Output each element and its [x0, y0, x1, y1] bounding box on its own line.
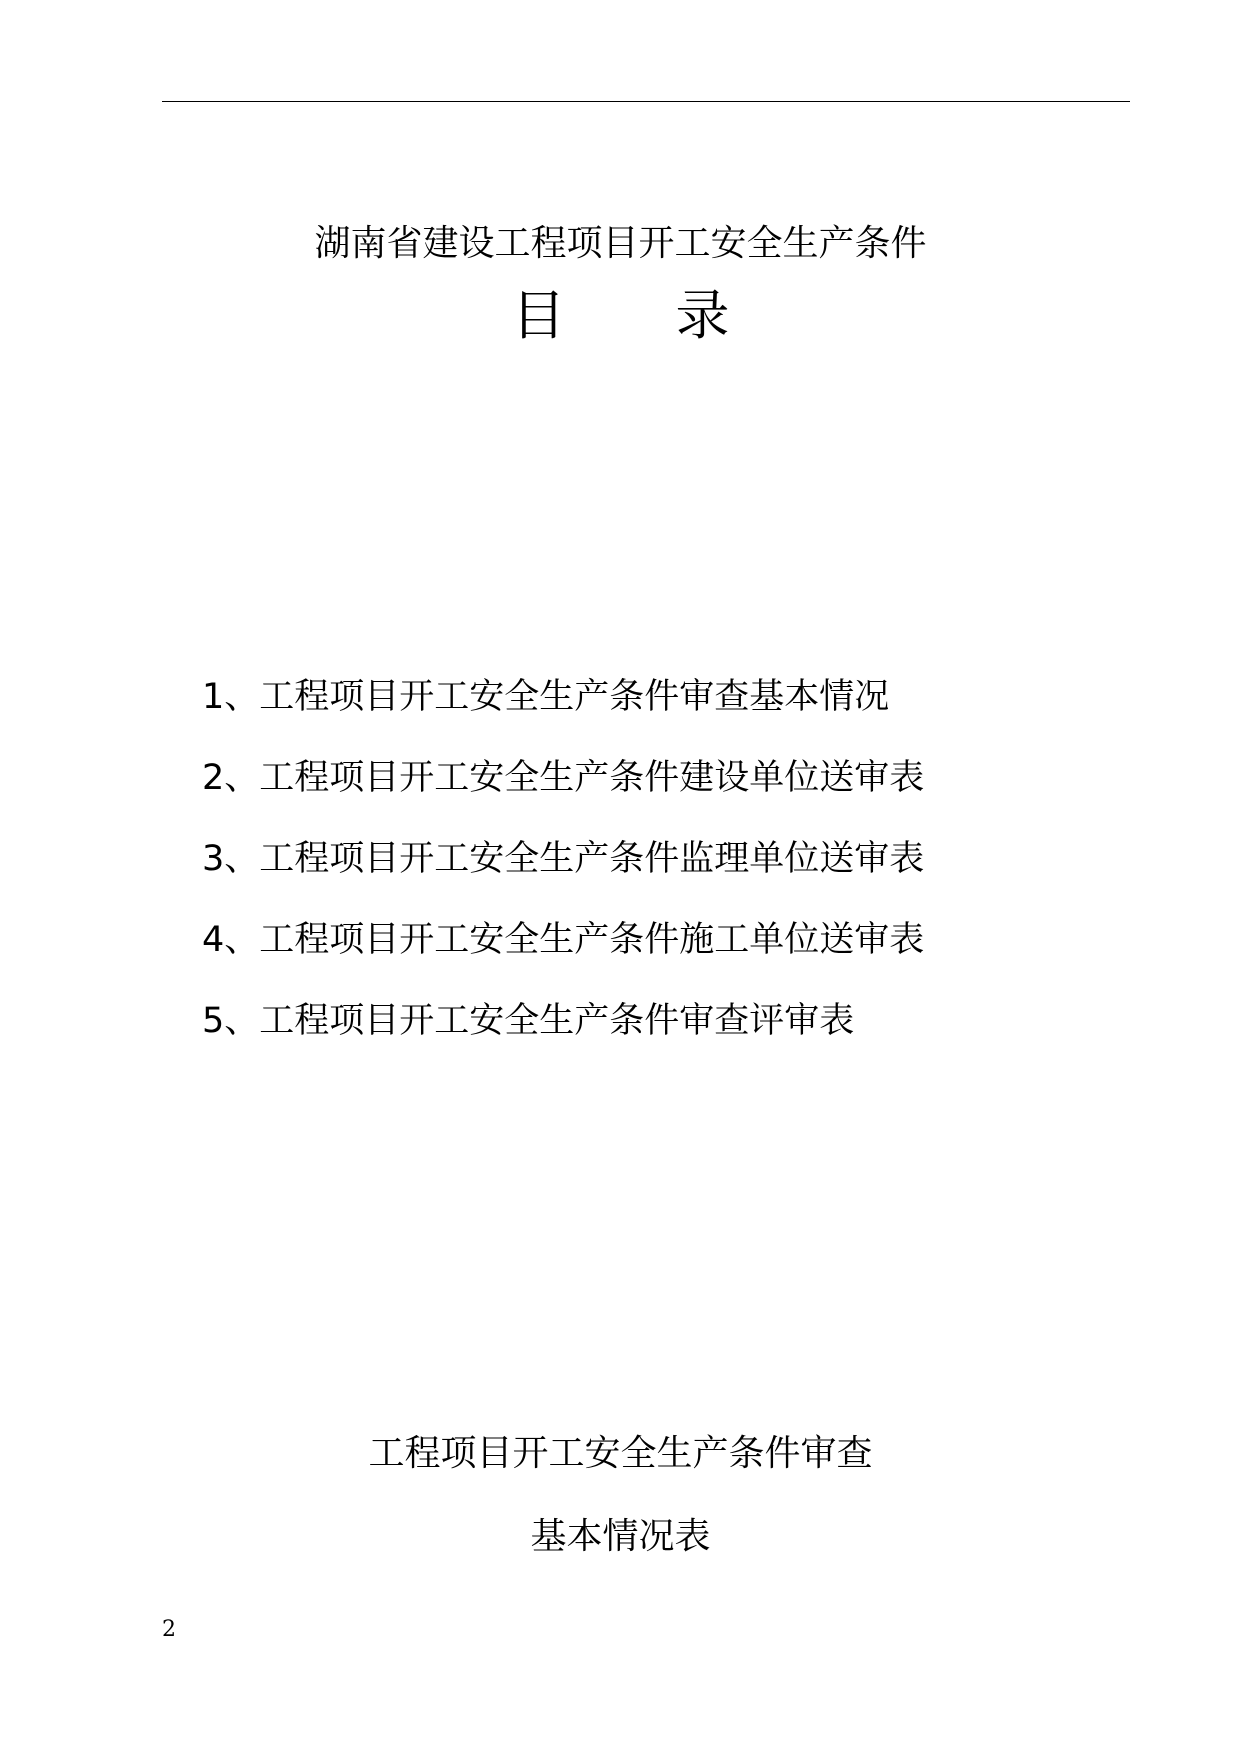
page-number: 2	[162, 1617, 176, 1642]
toc-item-4: 4、工程项目开工安全生产条件施工单位送审表	[202, 920, 925, 960]
toc-item-5: 5、工程项目开工安全生产条件审查评审表	[202, 1001, 855, 1041]
header-rule	[162, 101, 1130, 102]
table-of-contents	[202, 676, 924, 1081]
toc-item-2: 2、工程项目开工安全生产条件建设单位送审表	[202, 758, 925, 798]
document-title: 湖南省建设工程项目开工安全生产条件	[314, 223, 927, 264]
toc-item-3: 3、工程项目开工安全生产条件监理单位送审表	[202, 839, 925, 879]
toc-heading: 目录	[511, 284, 840, 347]
toc-item-1: 1、工程项目开工安全生产条件审查基本情况	[202, 677, 890, 717]
section-title-line1: 工程项目开工安全生产条件审查	[368, 1433, 873, 1474]
section-title-line2: 基本情况表	[530, 1516, 711, 1557]
